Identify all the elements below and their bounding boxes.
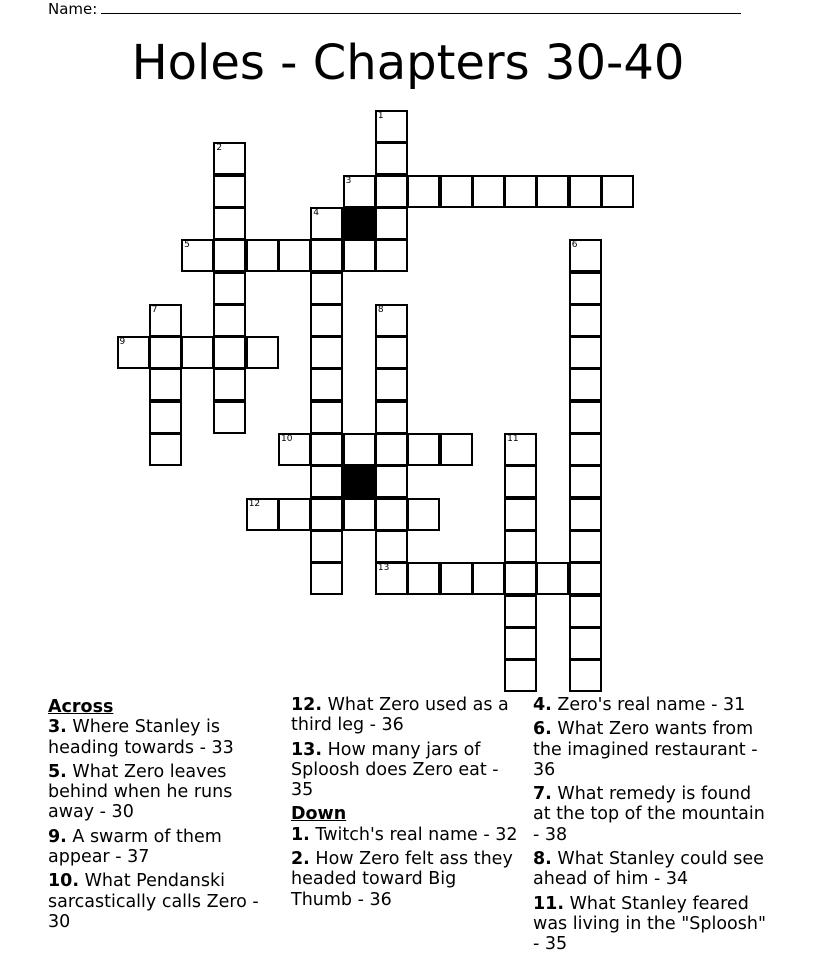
crossword-cell[interactable] [569, 465, 602, 498]
clue-down-8: 8. What Stanley could see ahead of him - 34 [533, 849, 764, 890]
crossword-cell[interactable] [569, 304, 602, 337]
crossword-cell[interactable] [504, 530, 537, 563]
clue-down-2: 2. How Zero felt ass they headed toward Big Thumb - 36 [291, 849, 513, 910]
clue-column-3 [533, 695, 768, 959]
clue-column-1 [48, 695, 278, 936]
crossword-cell[interactable] [278, 498, 311, 531]
crossword-cell[interactable] [407, 175, 440, 208]
crossword-cell[interactable] [149, 336, 182, 369]
crossword-cell[interactable] [569, 659, 602, 692]
crossword-cell[interactable] [310, 336, 343, 369]
crossword-cell[interactable] [440, 433, 473, 466]
crossword-cell[interactable] [536, 562, 569, 595]
crossword-cell[interactable] [504, 659, 537, 692]
crossword-cell[interactable] [504, 433, 537, 466]
crossword-cell[interactable] [246, 498, 279, 531]
crossword-cell[interactable] [213, 207, 246, 240]
cell-number: 10 [281, 434, 293, 444]
crossword-cell[interactable] [343, 239, 376, 272]
crossword-cell[interactable] [375, 465, 408, 498]
crossword-cell[interactable] [310, 498, 343, 531]
crossword-cell[interactable] [375, 336, 408, 369]
crossword-cell[interactable] [310, 368, 343, 401]
clue-down-1: 1. Twitch's real name - 32 [291, 824, 518, 845]
clue-across-10: 10. What Pendanski sarcastically calls Zero - 30 [48, 871, 259, 932]
crossword-cell[interactable] [569, 239, 602, 272]
crossword-cell[interactable] [310, 401, 343, 434]
clue-column-2 [291, 695, 521, 914]
crossword-cell[interactable] [440, 562, 473, 595]
clue-across-13: 13. How many jars of Sploosh does Zero eat - 35 [291, 739, 499, 801]
clue-down-11: 11. What Stanley feared was living in the "Sploosh" - 35 [533, 893, 767, 955]
crossword-cell[interactable] [375, 498, 408, 531]
crossword-cell[interactable] [569, 562, 602, 595]
crossword-cell[interactable] [278, 239, 311, 272]
crossword-cell[interactable] [569, 336, 602, 369]
crossword-cell[interactable] [504, 498, 537, 531]
crossword-cell[interactable] [246, 239, 279, 272]
black-square [343, 207, 376, 240]
crossword-cell[interactable] [536, 175, 569, 208]
crossword-cell[interactable] [407, 433, 440, 466]
name-label: Name: [48, 0, 98, 18]
across-heading: Across [48, 697, 114, 717]
crossword-cell[interactable] [310, 207, 343, 240]
cell-number: 3 [345, 175, 352, 186]
clue-across-9: 9. A swarm of them appear - 37 [48, 826, 222, 868]
crossword-cell[interactable] [407, 498, 440, 531]
crossword-cell[interactable] [343, 175, 376, 208]
crossword-cell[interactable] [213, 239, 246, 272]
cell-number: 2 [216, 143, 223, 154]
cell-number: 4 [313, 207, 320, 218]
crossword-cell[interactable] [472, 175, 505, 208]
crossword-cell[interactable] [310, 304, 343, 337]
clue-down-7: 7. What remedy is found at the top of the mountain - 38 [533, 784, 765, 845]
crossword-cell[interactable] [213, 368, 246, 401]
cell-number: 13 [377, 563, 390, 574]
crossword-cell[interactable] [569, 401, 602, 434]
clue-across-5: 5. What Zero leaves behind when he runs away - 30 [48, 761, 233, 823]
cell-number: 11 [507, 434, 519, 444]
crossword-cell[interactable] [601, 175, 634, 208]
crossword-cell[interactable] [375, 368, 408, 401]
crossword-cell[interactable] [310, 562, 343, 595]
crossword-cell[interactable] [375, 239, 408, 272]
cell-number: 8 [377, 304, 384, 315]
crossword-cell[interactable] [181, 336, 214, 369]
crossword-cell[interactable] [569, 530, 602, 563]
crossword-cell[interactable] [310, 239, 343, 272]
crossword-cell[interactable] [375, 433, 408, 466]
crossword-cell[interactable] [569, 272, 602, 305]
crossword-cell[interactable] [504, 627, 537, 660]
crossword-cell[interactable] [343, 498, 376, 531]
crossword-cell[interactable] [472, 562, 505, 595]
crossword-cell[interactable] [149, 368, 182, 401]
crossword-cell[interactable] [310, 433, 343, 466]
crossword-cell[interactable] [310, 530, 343, 563]
crossword-cell[interactable] [375, 175, 408, 208]
page-title: Holes - Chapters 30-40 [131, 35, 685, 91]
crossword-cell[interactable] [504, 175, 537, 208]
crossword-cell[interactable] [375, 110, 408, 143]
clue-down-6: 6. What Zero wants from the imagined restaurant - 36 [533, 719, 758, 780]
crossword-cell[interactable] [375, 142, 408, 175]
clue-across-12: 12. What Zero used as a third leg - 36 [291, 695, 509, 736]
clue-across-3: 3. Where Stanley is heading towards - 33 [48, 717, 234, 758]
crossword-cell[interactable] [504, 562, 537, 595]
crossword-cell[interactable] [440, 175, 473, 208]
crossword-cell[interactable] [213, 336, 246, 369]
crossword-cell[interactable] [375, 401, 408, 434]
crossword-cell[interactable] [569, 595, 602, 628]
crossword-cell[interactable] [569, 368, 602, 401]
crossword-cell[interactable] [213, 272, 246, 305]
crossword-cell[interactable] [117, 336, 150, 369]
crossword-cell[interactable] [213, 401, 246, 434]
clue-down-4: 4. Zero's real name - 31 [533, 695, 746, 715]
crossword-cell[interactable] [569, 498, 602, 531]
cell-number: 9 [119, 337, 126, 348]
crossword-cell[interactable] [375, 304, 408, 337]
cell-number: 7 [151, 304, 158, 315]
crossword-cell[interactable] [375, 562, 408, 595]
crossword-cell[interactable] [407, 562, 440, 595]
crossword-cell[interactable] [504, 465, 537, 498]
crossword-cell[interactable] [343, 433, 376, 466]
down-heading: Down [291, 804, 347, 825]
black-square [343, 465, 376, 498]
cell-number: 5 [184, 240, 190, 251]
crossword-cell[interactable] [375, 207, 408, 240]
crossword-cell[interactable] [149, 433, 182, 466]
cell-number: 1 [377, 111, 384, 121]
cell-number: 12 [248, 498, 261, 509]
crossword-cell[interactable] [310, 465, 343, 498]
crossword-cell[interactable] [213, 175, 246, 208]
crossword-cell[interactable] [375, 530, 408, 563]
crossword-cell[interactable] [149, 401, 182, 434]
crossword-cell[interactable] [181, 239, 214, 272]
crossword-cell[interactable] [569, 175, 602, 208]
crossword-cell[interactable] [504, 595, 537, 628]
crossword-cell[interactable] [569, 627, 602, 660]
crossword-cell[interactable] [310, 272, 343, 305]
crossword-cell[interactable] [213, 142, 246, 175]
cell-number: 6 [571, 240, 578, 251]
crossword-cell[interactable] [149, 304, 182, 337]
crossword-cell[interactable] [213, 304, 246, 337]
crossword-cell[interactable] [278, 433, 311, 466]
crossword-cell[interactable] [569, 433, 602, 466]
crossword-cell[interactable] [246, 336, 279, 369]
